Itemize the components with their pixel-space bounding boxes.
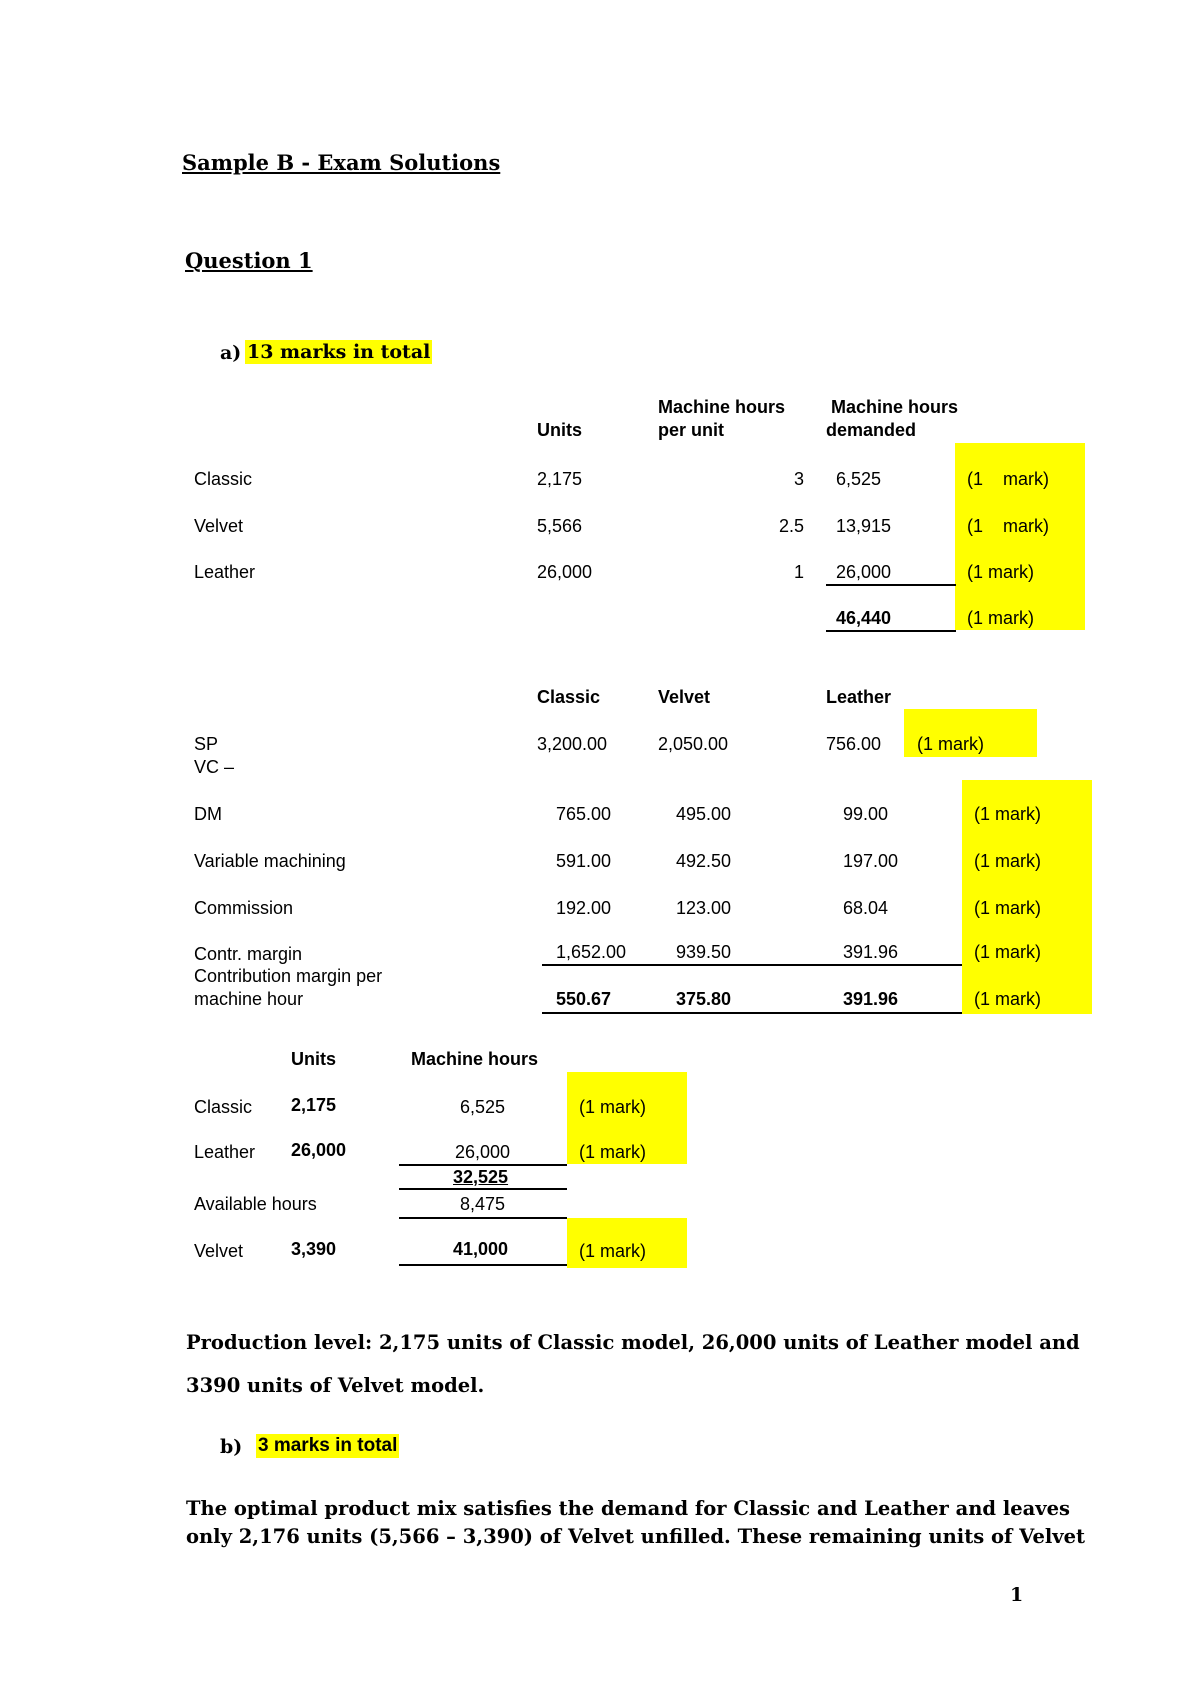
cell-velvet: 492.50 — [676, 851, 732, 871]
row-label-classic: Classic — [194, 469, 253, 489]
subtotal-rule — [399, 1164, 567, 1166]
cell-mh: 8,475 — [460, 1194, 506, 1214]
total-rule — [399, 1264, 567, 1266]
cell-velvet: 375.80 — [676, 989, 732, 1009]
row-label-cm-per-hour-1: Contribution margin per — [194, 966, 383, 986]
cell-leather: 68.04 — [843, 898, 889, 918]
cell-classic: 192.00 — [556, 898, 612, 918]
cell-leather: 756.00 — [826, 734, 882, 754]
mark-label: (1 mark) — [967, 469, 1050, 489]
mark-label: (1 mark) — [967, 608, 1034, 628]
row-label-cm-per-hour-2: machine hour — [194, 989, 304, 1009]
mark-label: (1 mark) — [974, 804, 1041, 824]
mark-label: (1 mark) — [974, 942, 1041, 962]
cell-classic: 591.00 — [556, 851, 612, 871]
header-classic: Classic — [537, 687, 601, 707]
cell-mh: 3 — [793, 469, 804, 489]
header-mh-per-unit-1: Machine hours — [658, 397, 786, 417]
part-b-marks: 3 marks in total — [258, 1435, 398, 1456]
cell-velvet: 123.00 — [676, 898, 732, 918]
cell-velvet: 939.50 — [676, 942, 732, 962]
mark-label: (1 mark) — [579, 1142, 646, 1162]
cell-units: 3,390 — [291, 1239, 337, 1259]
cell-classic: 765.00 — [556, 804, 612, 824]
cell-demanded: 26,000 — [836, 562, 892, 582]
row-label-available-hours: Available hours — [194, 1194, 317, 1214]
cell-mh: 26,000 — [455, 1142, 511, 1162]
cell-classic: 1,652.00 — [556, 942, 627, 962]
row-label-leather: Leather — [194, 1142, 256, 1162]
cell-demanded: 6,525 — [836, 469, 882, 489]
mark-label: (1 mark) — [974, 898, 1041, 918]
header-machine-hours: Machine hours — [411, 1049, 539, 1069]
production-level-line-1: Production level: 2,175 units of Classic model, 26,000 units of Leather model and — [186, 1331, 1080, 1354]
part-b-label: b) — [220, 1436, 243, 1458]
header-mh-demanded-2: demanded — [826, 420, 917, 440]
row-label-velvet: Velvet — [194, 1241, 244, 1261]
header-mh-demanded-1: Machine hours — [831, 397, 959, 417]
production-level-line-2: 3390 units of Velvet model. — [186, 1374, 485, 1397]
total-rule — [542, 1012, 962, 1014]
cell-units: 26,000 — [291, 1140, 347, 1160]
part-b-line-1: The optimal product mix satisfies the demand for Classic and Leather and leaves — [186, 1497, 1070, 1520]
available-rule — [399, 1217, 567, 1219]
row-label-classic: Classic — [194, 1097, 253, 1117]
cell-demanded: 13,915 — [836, 516, 892, 536]
cell-leather: 99.00 — [843, 804, 889, 824]
cell-classic: 3,200.00 — [537, 734, 608, 754]
cell-leather: 391.96 — [843, 989, 899, 1009]
row-label-contr-margin: Contr. margin — [194, 944, 303, 964]
header-units: Units — [537, 420, 582, 440]
mark-label: (1 mark) — [967, 562, 1034, 582]
cell-mh: 6,525 — [460, 1097, 506, 1117]
mark-label: (1 mark) — [974, 851, 1041, 871]
page-number: 1 — [1010, 1584, 1024, 1606]
cell-units: 26,000 — [537, 562, 593, 582]
cell-mh: 41,000 — [453, 1239, 509, 1259]
mark-label: (1 mark) — [974, 989, 1041, 1009]
total-demanded: 46,440 — [836, 608, 892, 628]
cell-units: 2,175 — [537, 469, 583, 489]
part-b-line-2: only 2,176 units (5,566 – 3,390) of Velvet unfilled. These remaining units of Velvet — [186, 1525, 1086, 1548]
header-velvet: Velvet — [658, 687, 711, 707]
total-rule — [826, 630, 956, 632]
subtotal-rule — [542, 964, 962, 966]
cell-units: 5,566 — [537, 516, 583, 536]
row-label-commission: Commission — [194, 898, 294, 918]
cell-mh: 2.5 — [778, 516, 804, 536]
cell-classic: 550.67 — [556, 989, 612, 1009]
row-label-velvet: Velvet — [194, 516, 244, 536]
mark-label: (1 mark) — [579, 1241, 646, 1261]
cell-velvet: 2,050.00 — [658, 734, 729, 754]
cell-units: 2,175 — [291, 1095, 337, 1115]
row-label-vc: VC – — [194, 757, 235, 777]
question-heading: Question 1 — [185, 248, 313, 273]
header-units: Units — [291, 1049, 336, 1069]
row-label-sp: SP — [194, 734, 219, 754]
cell-mh: 1 — [793, 562, 804, 582]
row-label-leather: Leather — [194, 562, 256, 582]
mark-label: (1 mark) — [579, 1097, 646, 1117]
cell-leather: 391.96 — [843, 942, 899, 962]
mark-label: (1 mark) — [917, 734, 984, 754]
subtotal-rule — [826, 584, 956, 586]
header-leather: Leather — [826, 687, 892, 707]
cell-velvet: 495.00 — [676, 804, 732, 824]
header-mh-per-unit-2: per unit — [658, 420, 724, 440]
subtotal-mh: 32,525 — [453, 1167, 509, 1187]
row-label-dm: DM — [194, 804, 222, 824]
subtotal-rule-2 — [399, 1188, 567, 1190]
row-label-variable-machining: Variable machining — [194, 851, 346, 871]
part-a-marks: 13 marks in total — [247, 341, 431, 363]
mark-label: (1 mark) — [967, 516, 1050, 536]
part-a-label: a) — [220, 342, 242, 364]
page-title: Sample B - Exam Solutions — [182, 150, 501, 175]
cell-leather: 197.00 — [843, 851, 899, 871]
